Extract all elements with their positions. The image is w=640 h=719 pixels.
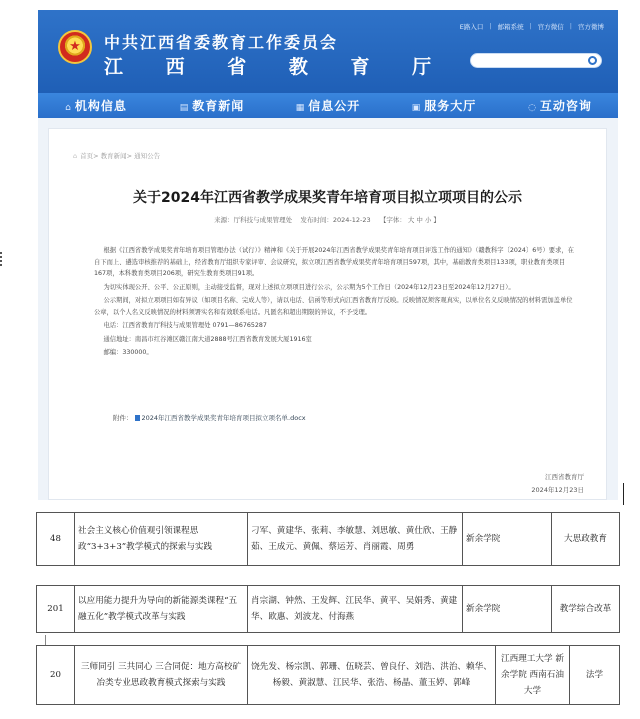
file-icon [135,415,140,421]
breadcrumb[interactable]: ⌂ 首页> 教育新闻> 通知公告 [73,152,161,160]
paragraph: 根据《江西省教学成果奖青年培育项目管理办法（试行）》精神和《关于开展2024年江西省教学成果奖青年培育项目评选工作的通知》（赣教科字〔2024〕6号）要求，在自下而上、遴选审核推荐的基础上，经省教育厅组织专家评审、会议研究，拟立项江西省教学成果奖青年培育项目597项，其中，基础教育类项目133项，职业教育类项目167项，本科教育类项目206项，研究生教育类项目91项。 [94,247,574,277]
attachment-link[interactable]: 2024年江西省教学成果奖青年培育项目拟立项名单.docx [141,414,306,422]
project-unit: 新余学院 [463,586,552,633]
project-members: 饶先发、杨宗凯、郭珊、伍晓芸、曾良仔、刘浩、洪治、赖华、杨毅、黄淑慧、江民华、张浩、杨晶、董玉婷、郭峰 [248,646,496,705]
nav-item-org[interactable]: ⌂ 机构信息 [65,99,127,113]
table-row [37,513,620,566]
row-number: 48 [37,513,75,566]
project-name: 以应用能力提升为导向的新能源类课程“五融五化”教学模式改革与实践 [75,586,248,633]
table-row [37,646,620,705]
top-link-mail[interactable]: 邮箱系统 [497,23,524,31]
main-nav [38,93,618,118]
chat-icon: ◌ [528,103,537,113]
font-small-button[interactable]: 小 [424,216,432,224]
party-emblem-icon [58,30,92,64]
building-icon: ⌂ [65,103,72,113]
article-panel [48,128,607,500]
project-table-1 [36,512,620,566]
font-medium-button[interactable]: 中 [416,216,423,224]
dept-name: 江 西 省 教 育 厅 [104,56,450,78]
project-category: 法学 [570,646,620,705]
project-name: 社会主义核心价值观引领课程思政“3+3+3”教学模式的探索与实践 [75,513,248,566]
article-meta [49,215,606,224]
nav-item-disclosure[interactable]: ▦ 信息公开 [295,99,361,113]
search-icon[interactable] [588,56,597,65]
top-link-weibo[interactable]: 官方微博 [578,23,604,31]
top-links: E路入口 | 邮箱系统 | 官方微信 | 官方微博 [459,22,604,31]
article-signature [531,471,584,497]
nav-item-service[interactable]: ▣ 服务大厅 [411,99,477,113]
project-table-3 [36,645,620,705]
news-icon: ▤ [179,103,190,113]
project-name: 三师同引 三共同心 三合同促：地方高校矿冶类专业思政教育模式探索与实践 [75,646,248,705]
website-screenshot [38,10,618,500]
top-link-entry[interactable]: E路入口 [459,23,484,31]
article-body [94,245,574,361]
nav-item-consult[interactable]: ◌ 互动咨询 [528,99,592,113]
top-link-wechat[interactable]: 官方微信 [537,23,564,31]
contact-phone: 电话：江西省教育厅科技与成果管理处 0791—86765287 [103,322,267,329]
project-unit: 江西理工大学 新余学院 西南石油大学 [496,646,570,705]
org-name: 中共江西省委教育工作委员会 [104,33,339,52]
service-icon: ▣ [411,103,422,113]
table-row [37,586,620,633]
attachment: 附件： 2024年江西省教学成果奖青年培育项目拟立项名单.docx [113,414,306,422]
project-category: 大思政教育 [552,513,620,566]
site-header [38,10,618,93]
project-category: 教学综合改革 [552,586,620,633]
paragraph: 公示期间，对拟立项项目如有异议（如项目名称、完成人等），请以电话、信函等形式向江西省教育厅反映。反映情况须客观真实，以单位名义反映情况的材料需加盖单位公章，以个人名义反映情况的材料须署实名和有效联系电话。凡匿名和超出期限的异议，不予受理。 [94,297,573,316]
article-title: 关于2024年江西省教学成果奖青年培育项目拟立项项目的公示 [133,190,522,206]
divider [45,635,46,645]
article-date: 发布时间：2024-12-23 [300,216,371,224]
side-marker [0,252,3,266]
home-icon: ⌂ [73,152,78,160]
project-members: 肖宗湖、钟然、王发辉、江民华、黄平、吴娟秀、黄建华、欧惠、刘波龙、付海燕 [248,586,463,633]
row-number: 20 [37,646,75,705]
sign-date: 2024年12月23日 [531,486,584,494]
contact-address: 通信地址：南昌市红谷滩区赣江南大道2888号江西省教育发展大厦1916室 [103,335,312,343]
paragraph: 为切实体现公开、公平、公正原则，主动接受监督，现对上述拟立项项目进行公示，公示期为5个工作日（2024年12月23日至2024年12月27日）。 [103,283,515,291]
article-source: 来源：厅科技与成果管理处 [214,216,293,224]
document-icon: ▦ [295,103,306,113]
contact-postcode: 邮编：330000。 [103,349,153,356]
search-input[interactable] [470,53,602,68]
text-cursor [623,483,624,505]
font-size-control: 【字体： 大 中 小 】 [379,216,440,224]
project-members: 刁军、黄建华、张莉、李敏慧、刘思敏、黄仕欣、王静茹、王成元、黄佩、蔡运芳、肖丽霞、周勇 [248,513,463,566]
row-number: 201 [37,586,75,633]
project-table-2 [36,585,620,633]
project-unit: 新余学院 [463,513,552,566]
sign-org: 江西省教育厅 [545,473,584,481]
font-large-button[interactable]: 大 [407,216,415,224]
nav-item-news[interactable]: ▤ 教育新闻 [179,99,245,113]
